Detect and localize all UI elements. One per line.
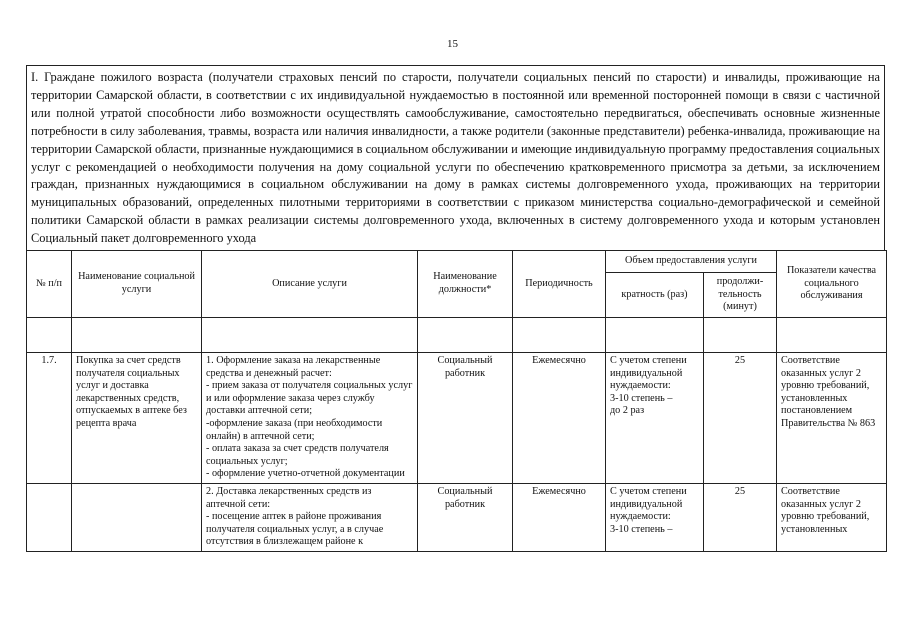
header-duration: продолжи-тельность (минут)	[704, 273, 777, 318]
header-volume: Объем предоставления услуги	[606, 251, 777, 273]
row-position: Социальный работник	[418, 484, 513, 552]
header-num: № п/п	[27, 251, 72, 318]
row-periodicity: Ежемесячно	[513, 353, 606, 484]
page-number: 15	[447, 38, 458, 50]
header-description: Описание услуги	[202, 251, 418, 318]
services-table	[26, 250, 887, 552]
row-num	[27, 484, 72, 552]
section-intro: I. Граждане пожилого возраста (получатели страховых пенсий по старости, получатели социальных пенсий по старости) и инвалиды, проживающие на территории Самарской области, в соответствии с их индивидуальной нуждаемостью в постоянной или временной посторонней помощи в связи с частичной или полной утратой способности либо возможности осуществлять самообслуживание, самостоятельно передвигаться, обеспечивать основные жизненные потребности в силу заболевания, травмы, возраста или наличия инвалидности, а также родители (законные представители) ребенка-инвалида, проживающие на территории Самарской области, признанные нуждающимися в социальном обслуживании и имеющие индивидуальную программу предоставления социальных услуг с рекомендацией о необходимости получения на дому социальной услуги по обеспечению кратковременного присмотра за детьми, за исключением граждан, признанных нуждающимися в социальном обслуживании на дому в рамках системы долговременного ухода, проживающих на территории муниципальных образований, определенных пилотными территориями в соответствии с приказом министерства социально-демографической и семейной политики Самарской области в рамках реализации системы долговременного ухода, включенных в систему долговременного ухода и которым установлен Социальный пакет долговременного ухода	[26, 65, 885, 250]
header-periodicity: Периодичность	[513, 251, 606, 318]
row-service-name: Покупка за счет средств получателя социальных услуг и доставка лекарственных средств, отпускаемых в аптеке без рецепта врача	[72, 353, 202, 484]
row-position: Социальный работник	[418, 353, 513, 484]
row-duration: 25	[704, 484, 777, 552]
row-description: 2. Доставка лекарственных средств из аптечной сети: - посещение аптек в районе проживания получателя социальных услуг, а в случае отсутствия в близлежащем районе к	[202, 484, 418, 552]
header-position: Наименование должности*	[418, 251, 513, 318]
row-quality: Соответствие оказанных услуг 2 уровню требований, установленных	[777, 484, 887, 552]
row-service-name	[72, 484, 202, 552]
header-service-name: Наименование социальной услуги	[72, 251, 202, 318]
row-duration: 25	[704, 353, 777, 484]
table-header-row-1	[27, 251, 887, 273]
row-description: 1. Оформление заказа на лекарственные средства и денежный расчет: - прием заказа от получателя социальных услуг и или оформление заказа через службу доставки аптечной сети; -оформление заказа (при необходимости онлайн) в аптечной сети; - оплата заказа за счет средств получателя социальных услуг; - оформление учетно-отчетной документации	[202, 353, 418, 484]
header-quality: Показатели качества социального обслуживания	[777, 251, 887, 318]
table-row	[27, 353, 887, 484]
header-frequency: кратность (раз)	[606, 273, 704, 318]
table-spacer-row	[27, 318, 887, 353]
row-quality: Соответствие оказанных услуг 2 уровню требований, установленных постановлением Правительства № 863	[777, 353, 887, 484]
row-frequency: С учетом степени индивидуальной нуждаемости: 3-10 степень –	[606, 484, 704, 552]
table-row	[27, 484, 887, 552]
row-num: 1.7.	[27, 353, 72, 484]
document-body	[26, 65, 885, 552]
row-frequency: С учетом степени индивидуальной нуждаемости: 3-10 степень – до 2 раз	[606, 353, 704, 484]
row-periodicity: Ежемесячно	[513, 484, 606, 552]
